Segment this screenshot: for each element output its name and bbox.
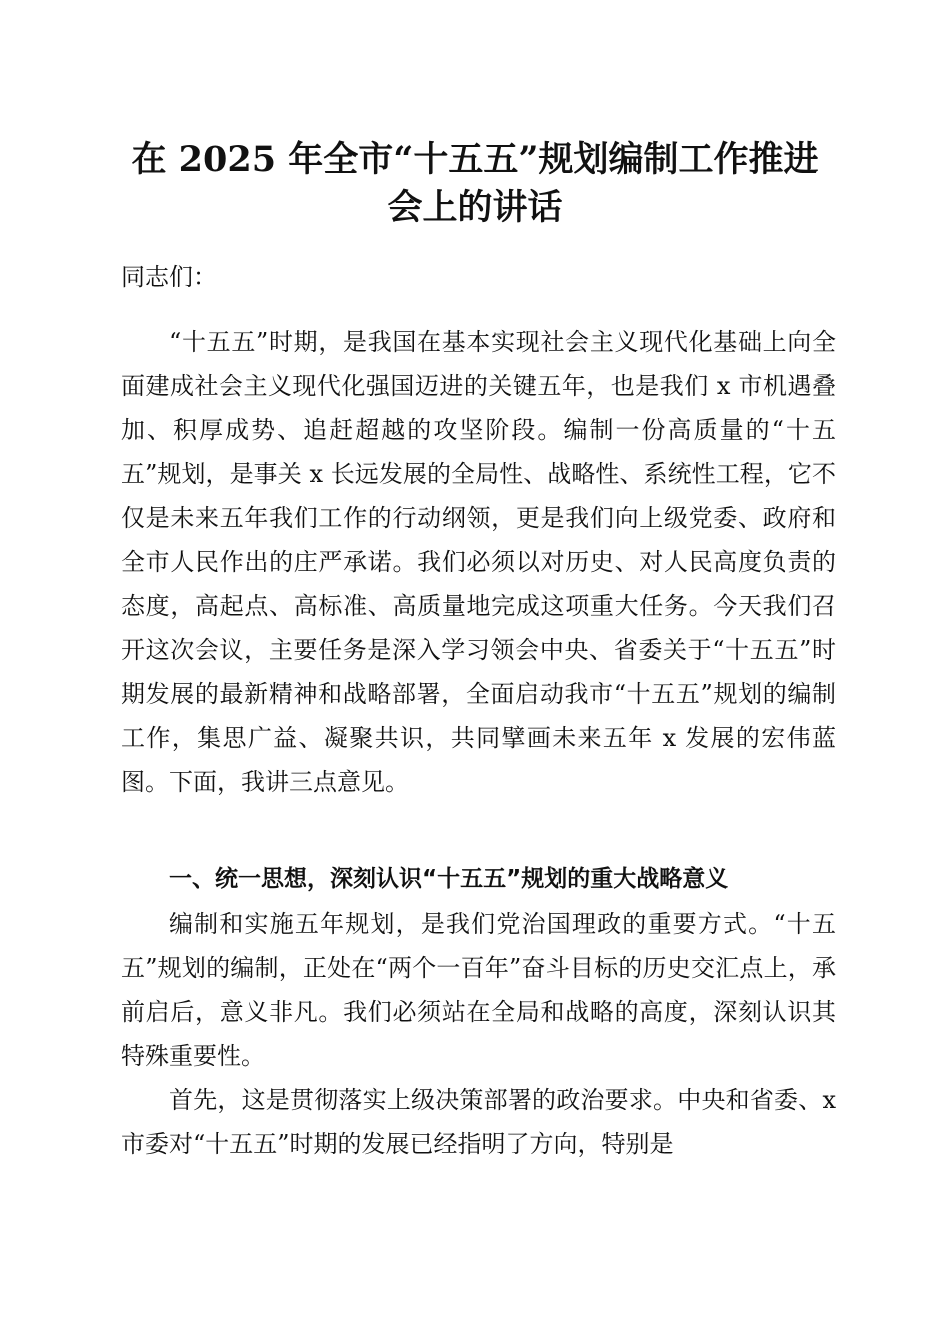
paragraph-section-1: 编制和实施五年规划，是我们党治国理政的重要方式。“十五五”规划的编制，正处在“两个一百年”奋斗目标的历史交汇点上，承前启后，意义非凡。我们必须站在全局和战略的高度，深刻认识其特殊重要性。 — [121, 910, 836, 1070]
paragraph-intro: “十五五”时期，是我国在基本实现社会主义现代化基础上向全面建成社会主义现代化强国迈进的关键五年，也是我们 x 市机遇叠加、积厚成势、追赶超越的攻坚阶段。编制一份高质量的“十五五”规划，是事关 x 长远发展的全局性、战略性、系统性工程，它不仅是未来五年我们工作的行动纲领，更是我们向上级党委、政府和全市人民作出的庄严承诺。我们必须以对历史、对人民高度负责的态度，高起点、高标准、高质量地完成这项重大任务。今天我们召开这次会议，主要任务是深入学习领会中央、省委关于“十五五”时期发展的最新精神和战略部署，全面启动我市“十五五”规划的编制工作，集思广益、凝聚共识，共同擘画未来五年 x 发展的宏伟蓝图。下面，我讲三点意见。 — [121, 328, 836, 796]
document-title-line-2: 会上的讲话 — [387, 187, 563, 228]
document-title-line-1: 在 2025 年全市“十五五”规划编制工作推进 — [131, 139, 819, 180]
salutation: 同志们： — [121, 263, 217, 291]
paragraph-first-point: 首先，这是贯彻落实上级决策部署的政治要求。中央和省委、x 市委对“十五五”时期的发展已经指明了方向，特别是 — [121, 1086, 836, 1158]
section-heading-1: 一、统一思想，深刻认识“十五五”规划的重大战略意义 — [169, 866, 729, 892]
